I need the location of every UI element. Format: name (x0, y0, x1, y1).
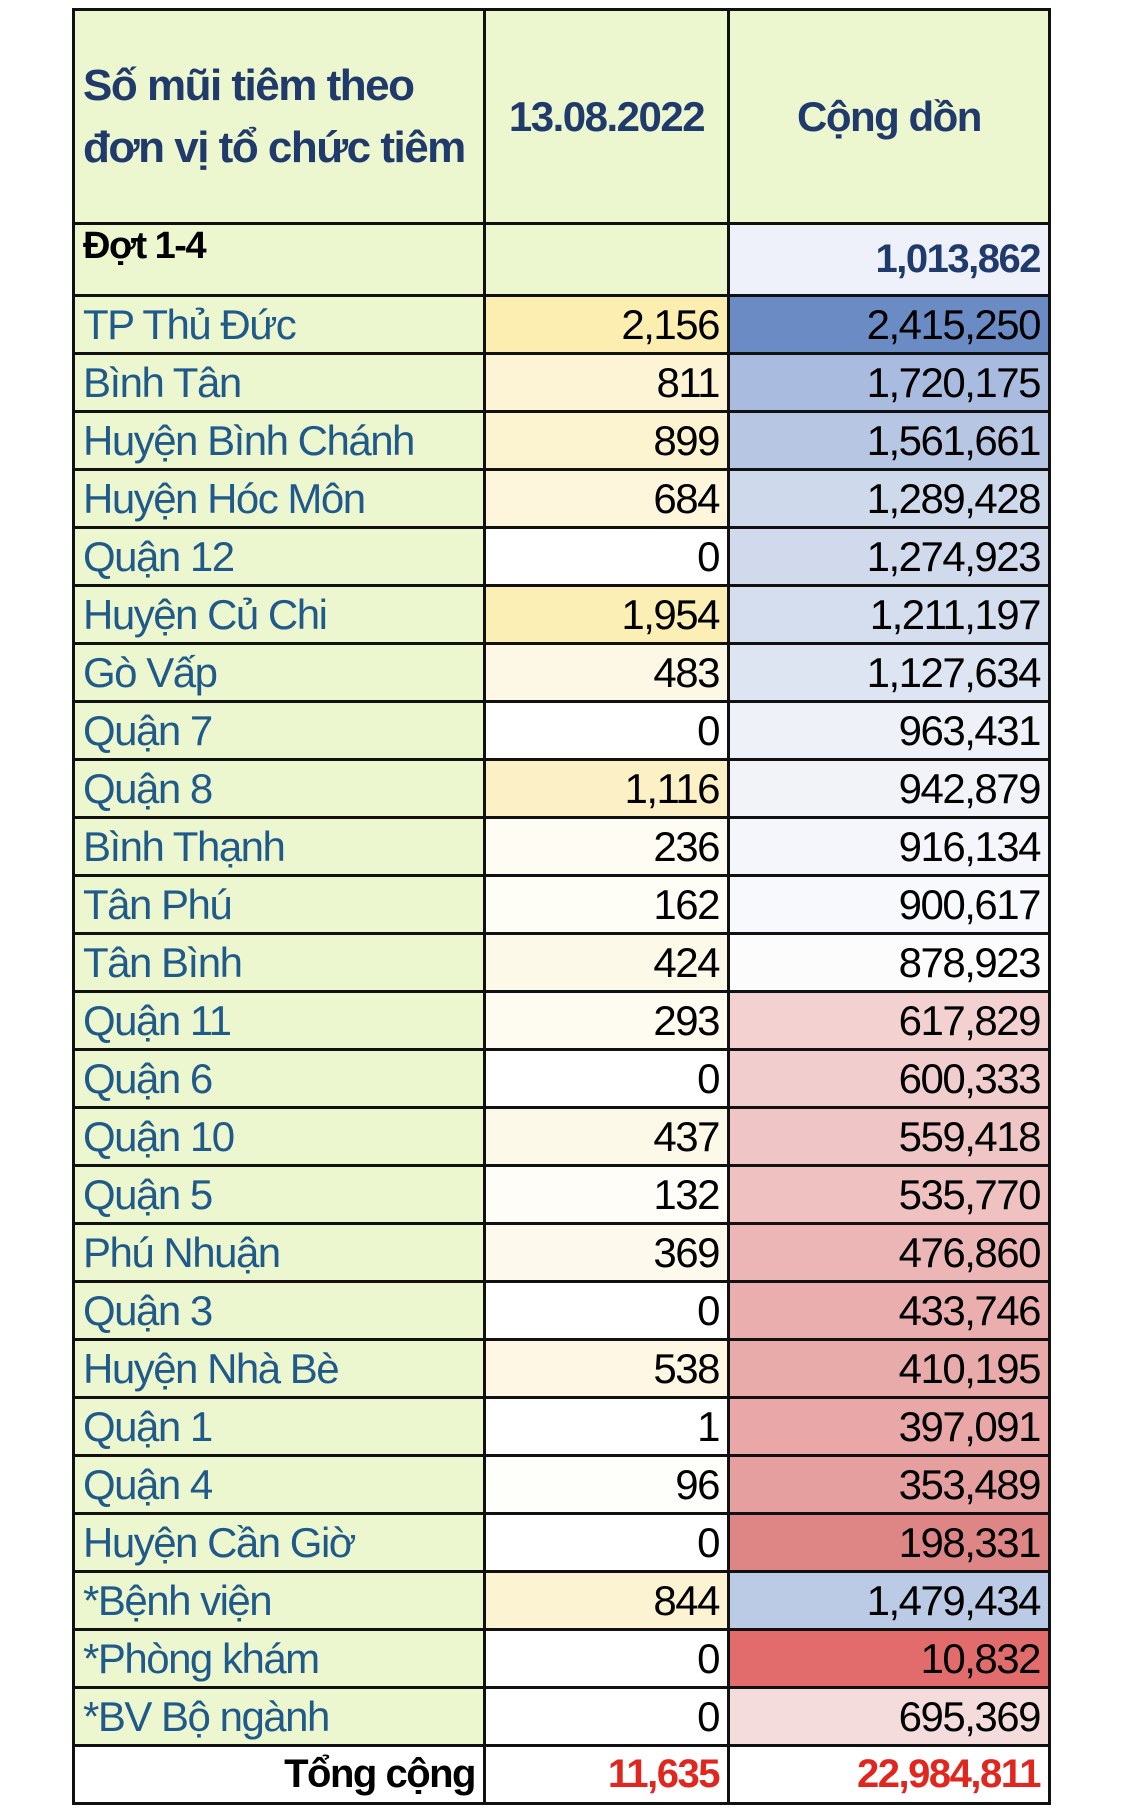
table-row (74, 586, 1050, 644)
table-row (74, 1282, 1050, 1340)
table-row (74, 1108, 1050, 1166)
unit-name: *Phòng khám (74, 1630, 485, 1688)
unit-day-count: 0 (485, 1630, 729, 1688)
table-row (74, 1688, 1050, 1746)
vaccination-table (72, 8, 1051, 1805)
table-row (74, 1514, 1050, 1572)
unit-cumulative: 10,832 (729, 1630, 1050, 1688)
unit-cumulative: 433,746 (729, 1282, 1050, 1340)
unit-name: *Bệnh viện (74, 1572, 485, 1630)
unit-name: Quận 10 (74, 1108, 485, 1166)
unit-day-count: 2,156 (485, 296, 729, 354)
unit-day-count: 1,116 (485, 760, 729, 818)
header-cumulative: Cộng dồn (729, 10, 1050, 224)
unit-cumulative: 476,860 (729, 1224, 1050, 1282)
unit-day-count: 0 (485, 1282, 729, 1340)
unit-name: Tân Phú (74, 876, 485, 934)
table-row (74, 296, 1050, 354)
table-row (74, 934, 1050, 992)
unit-cumulative: 1,561,661 (729, 412, 1050, 470)
unit-day-count: 369 (485, 1224, 729, 1282)
table-row (74, 1630, 1050, 1688)
header-row (74, 10, 1050, 224)
total-day: 11,635 (485, 1746, 729, 1804)
unit-name: Quận 11 (74, 992, 485, 1050)
unit-name: Quận 6 (74, 1050, 485, 1108)
unit-cumulative: 198,331 (729, 1514, 1050, 1572)
total-cumulative: 22,984,811 (729, 1746, 1050, 1804)
unit-name: Huyện Cần Giờ (74, 1514, 485, 1572)
unit-day-count: 538 (485, 1340, 729, 1398)
table-row (74, 1456, 1050, 1514)
unit-day-count: 132 (485, 1166, 729, 1224)
unit-name: *BV Bộ ngành (74, 1688, 485, 1746)
unit-cumulative: 535,770 (729, 1166, 1050, 1224)
unit-cumulative: 1,274,923 (729, 528, 1050, 586)
unit-day-count: 0 (485, 1050, 729, 1108)
unit-name: Quận 3 (74, 1282, 485, 1340)
total-label: Tổng cộng (74, 1746, 485, 1804)
unit-day-count: 0 (485, 528, 729, 586)
unit-day-count: 483 (485, 644, 729, 702)
unit-cumulative: 617,829 (729, 992, 1050, 1050)
unit-name: Huyện Hóc Môn (74, 470, 485, 528)
table-row (74, 412, 1050, 470)
table-row (74, 1572, 1050, 1630)
unit-name: Tân Bình (74, 934, 485, 992)
unit-name: Gò Vấp (74, 644, 485, 702)
table-row (74, 1224, 1050, 1282)
batch-cumulative: 1,013,862 (729, 224, 1050, 296)
unit-cumulative: 1,720,175 (729, 354, 1050, 412)
unit-day-count: 811 (485, 354, 729, 412)
unit-name: Huyện Bình Chánh (74, 412, 485, 470)
unit-cumulative: 1,479,434 (729, 1572, 1050, 1630)
unit-cumulative: 559,418 (729, 1108, 1050, 1166)
unit-day-count: 0 (485, 1688, 729, 1746)
unit-name: Quận 7 (74, 702, 485, 760)
table-row (74, 1166, 1050, 1224)
table-row (74, 992, 1050, 1050)
table-row (74, 876, 1050, 934)
unit-day-count: 0 (485, 702, 729, 760)
unit-cumulative: 878,923 (729, 934, 1050, 992)
unit-name: Huyện Củ Chi (74, 586, 485, 644)
unit-day-count: 684 (485, 470, 729, 528)
unit-cumulative: 916,134 (729, 818, 1050, 876)
unit-name: Bình Thạnh (74, 818, 485, 876)
unit-day-count: 236 (485, 818, 729, 876)
unit-cumulative: 2,415,250 (729, 296, 1050, 354)
unit-name: Phú Nhuận (74, 1224, 485, 1282)
unit-cumulative: 900,617 (729, 876, 1050, 934)
unit-day-count: 437 (485, 1108, 729, 1166)
table-row (74, 760, 1050, 818)
unit-name: Bình Tân (74, 354, 485, 412)
unit-day-count: 899 (485, 412, 729, 470)
unit-cumulative: 963,431 (729, 702, 1050, 760)
total-row (74, 1746, 1050, 1804)
batch-label: Đợt 1-4 (74, 224, 485, 296)
unit-day-count: 424 (485, 934, 729, 992)
unit-name: Quận 4 (74, 1456, 485, 1514)
unit-name: TP Thủ Đức (74, 296, 485, 354)
unit-day-count: 162 (485, 876, 729, 934)
table-row (74, 528, 1050, 586)
unit-cumulative: 410,195 (729, 1340, 1050, 1398)
unit-cumulative: 1,127,634 (729, 644, 1050, 702)
unit-cumulative: 1,289,428 (729, 470, 1050, 528)
unit-day-count: 844 (485, 1572, 729, 1630)
table-row (74, 470, 1050, 528)
table-row (74, 1398, 1050, 1456)
unit-cumulative: 353,489 (729, 1456, 1050, 1514)
header-label: Số mũi tiêm theo đơn vị tổ chức tiêm (74, 10, 485, 224)
unit-day-count: 96 (485, 1456, 729, 1514)
unit-cumulative: 397,091 (729, 1398, 1050, 1456)
table-row (74, 702, 1050, 760)
table-row (74, 818, 1050, 876)
unit-day-count: 0 (485, 1514, 729, 1572)
unit-name: Quận 8 (74, 760, 485, 818)
unit-day-count: 1 (485, 1398, 729, 1456)
table-row (74, 1050, 1050, 1108)
unit-cumulative: 600,333 (729, 1050, 1050, 1108)
header-date: 13.08.2022 (485, 10, 729, 224)
batch-row (74, 224, 1050, 296)
table-row (74, 354, 1050, 412)
unit-name: Quận 1 (74, 1398, 485, 1456)
unit-day-count: 1,954 (485, 586, 729, 644)
unit-name: Huyện Nhà Bè (74, 1340, 485, 1398)
table-row (74, 644, 1050, 702)
unit-cumulative: 1,211,197 (729, 586, 1050, 644)
unit-day-count: 293 (485, 992, 729, 1050)
unit-name: Quận 12 (74, 528, 485, 586)
unit-cumulative: 695,369 (729, 1688, 1050, 1746)
unit-name: Quận 5 (74, 1166, 485, 1224)
batch-day (485, 224, 729, 296)
unit-cumulative: 942,879 (729, 760, 1050, 818)
table-row (74, 1340, 1050, 1398)
